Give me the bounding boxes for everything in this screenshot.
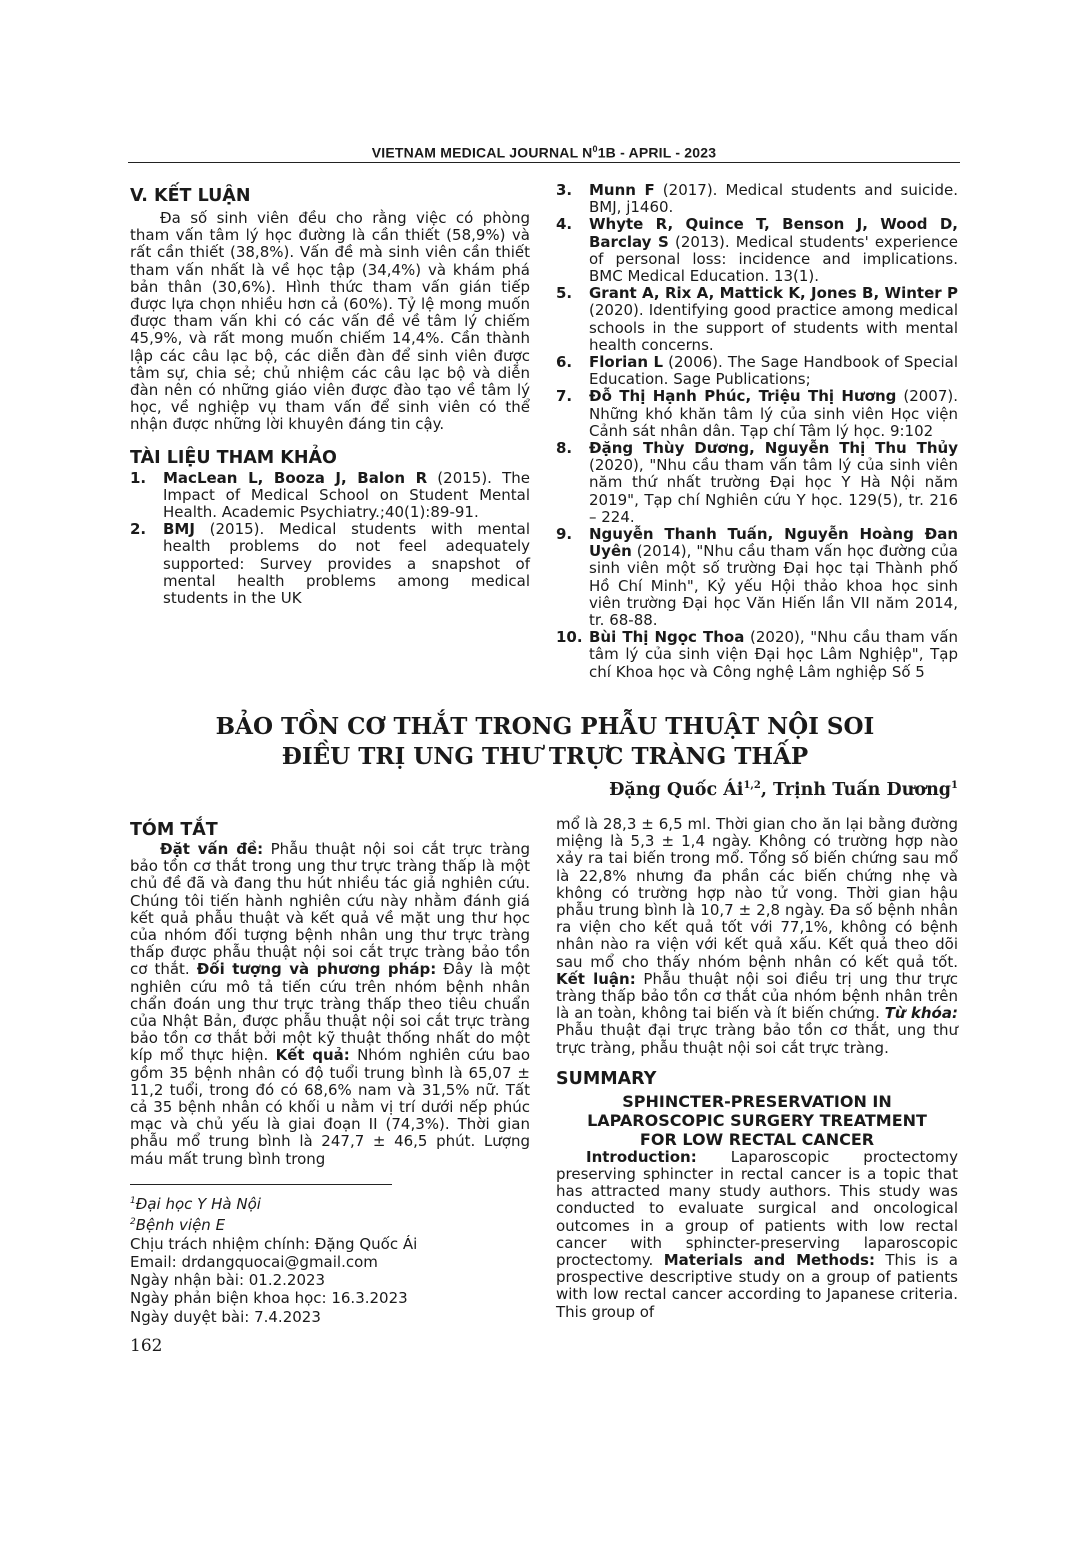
reference-number: 1. — [130, 468, 147, 487]
corresponding-email: Email: drdangquocai@gmail.com — [130, 1252, 378, 1271]
reference-item — [556, 629, 958, 681]
reference-list-left — [130, 470, 530, 608]
reference-number: 4. — [556, 215, 573, 234]
abstract-label-conclusion: Kết luận: — [556, 969, 636, 988]
reference-authors: Munn F — [589, 181, 655, 199]
author-name: Đặng Quốc Ái — [609, 780, 744, 800]
conclusion-paragraph: Đa số sinh viên đều cho rằng việc có phòng tham vấn tâm lý học đường là cần thiết (58,9%) và rất cần thiết (38,8%). Vấn đề mà sinh viên cần thiết tham vấn nhất là về học tập (34,4%) và khám phá bản thân (30,6%). Hình thức tham vấn gián tiếp được lựa chọn nhiều hơn cả (60%). Tỷ lệ mong muốn được tham vấn khi có các vấn đề về tâm lý chiếm 45,9%, và rất mong muốn chiếm 14,4%. Cần thành lập các câu lạc bộ, các diễn đàn để sinh viên được tâm sự, chia sẻ; chủ nhiệm các câu lạc bộ và diễn đàn nên có những giáo viên được đào tạo về tâm lý học, về nghiệp vụ tham vấn để sinh viên có thể nhận được những lời khuyên đáng tin cậy. — [130, 209, 530, 434]
reference-item — [556, 216, 958, 285]
summary-introduction: Laparoscopic proctectomy preserving sphincter in rectal cancer is a topic that has attracted many study authors. This study was conducted to evaluate surgical and oncological outcomes in a group of patients with low rectal cancer with sphincter-preserving laparoscopic proctectomy. — [556, 1147, 958, 1270]
reference-authors: MacLean L, Booza J, Balon R — [163, 468, 428, 487]
reference-authors: Whyte R, Quince T, Benson J, Wood D, Barclay S — [589, 215, 958, 251]
article-title-line-2: ĐIỀU TRỊ UNG THƯ TRỰC TRÀNG THẤP — [281, 743, 809, 770]
reference-details: (2015). Medical students with mental health problems do not feel adequately supported: Survey provides a snapshot of mental health problems among medical students in the UK — [163, 520, 530, 608]
reference-details: (2014), "Nhu cầu tham vấn học đường của sinh viên một số trường Đại học tại Thành phố Hồ Chí Minh", Kỷ yếu Hội thảo khoa học sinh viên trường Đại học Văn Hiến lần VII năm 2014, tr. 68-88. — [589, 542, 958, 630]
summary-heading: SUMMARY — [556, 1068, 657, 1089]
reference-number: 10. — [556, 628, 583, 647]
author-name: Trịnh Tuấn Dương — [773, 780, 952, 800]
reference-details: (2013). Medical students' experience of personal loss: incidence and implications. BMC Medical Education. 13(1). — [589, 232, 958, 286]
reference-authors: Grant A, Rix A, Mattick K, Jones B, Winter P — [589, 284, 958, 303]
reference-details: (2007). Những khó khăn tâm lý của sinh viên Học viện Cảnh sát nhân dân. Tạp chí Tâm lý học. 9:102 — [589, 387, 958, 440]
accepted-date: Ngày duyệt bài: 7.4.2023 — [130, 1307, 321, 1326]
summary-paragraph — [556, 1149, 958, 1321]
reference-authors: BMJ — [163, 520, 195, 539]
review-date: Ngày phản biện khoa học: 16.3.2023 — [130, 1289, 408, 1308]
reference-details: (2020), "Nhu cầu tham vấn tâm lý của sinh viện Đại học Lâm Nghiệp", Tạp chí Khoa học và Công nghệ Lâm nghiệp Số 5 — [589, 628, 958, 681]
reference-details: (2006). The Sage Handbook of Special Education. Sage Publications; — [589, 353, 958, 389]
summary-title-line-1: SPHINCTER-PRESERVATION IN — [622, 1091, 892, 1111]
abstract-heading: TÓM TẮT — [130, 820, 218, 840]
affiliation-text: Bệnh viện E — [135, 1216, 226, 1235]
abstract-keywords: Phẫu thuật đại trực tràng bảo tồn cơ thắt, ung thư trực tràng, phẫu thuật nội soi cắt trực tràng. — [556, 1021, 958, 1057]
article-authors — [609, 780, 958, 800]
reference-item — [130, 470, 530, 522]
reference-authors: Đặng Thùy Dương, Nguyễn Thị Thu Thủy — [589, 439, 958, 458]
reference-number: 9. — [556, 525, 573, 544]
reference-details: (2015). The Impact of Medical School on Student Mental Health. Academic Psychiatry.;40(1):89-91. — [163, 468, 530, 522]
corresponding-author: Chịu trách nhiệm chính: Đặng Quốc Ái — [130, 1234, 418, 1253]
affiliation-1 — [130, 1192, 530, 1213]
reference-number: 6. — [556, 353, 573, 372]
conclusion-heading: V. KẾT LUẬN — [130, 186, 251, 206]
reference-authors: Đỗ Thị Hạnh Phúc, Triệu Thị Hương — [589, 387, 897, 406]
abstract-paragraph — [130, 841, 530, 1168]
reference-authors: Bùi Thị Ngọc Thoa — [589, 628, 745, 647]
summary-label-introduction: Introduction: — [586, 1147, 697, 1166]
reference-item — [556, 440, 958, 526]
affiliation-2 — [130, 1213, 530, 1234]
reference-number: 7. — [556, 387, 573, 406]
footnotes — [130, 1192, 530, 1326]
abstract-methods: Đây là một nghiên cứu mô tả tiến cứu trên nhóm bệnh nhân chẩn đoán ung thư trực tràng thấp theo tiêu chuẩn của Nhật Bản, được phẫu thuật nội soi cắt trực tràng bảo tồn cơ thắt bởi một kỹ thuật thống nhất do một kíp mổ thực hiện. — [130, 960, 531, 1065]
reference-details: (2017). Medical students and suicide. BMJ, j1460. — [589, 181, 958, 217]
abstract-label-methods: Đối tượng và phương pháp: — [196, 960, 437, 979]
reference-details: (2020). Identifying good practice among medical schools in the support of students with mental health concerns. — [589, 301, 958, 354]
summary-label-methods: Materials and Methods: — [663, 1251, 875, 1270]
summary-title — [556, 1092, 958, 1149]
abstract-label-results: Kết quả: — [275, 1046, 350, 1065]
abstract-label-background: Đặt vấn đề: — [160, 840, 264, 858]
article-title-line-1: BẢO TỒN CƠ THẮT TRONG PHẪU THUẬT NỘI SOI — [215, 713, 875, 740]
left-column-top — [130, 186, 530, 607]
affiliation-sup: 1 — [130, 1196, 136, 1206]
abstract-results: Nhóm nghiên cứu bao gồm 35 bệnh nhân có độ tuổi trung bình là 65,07 ± 11,2 tuổi, trong đó có 68,6% nam và 31,5% nữ. Tất cả 35 bệnh nhân có khối u nằm vị trí dưới nếp phúc mạc và chủ yếu là giai đoạn II (74,3%). Thời gian phẫu mổ trung bình là 247,7 ± 46,5 phút. Lượng máu mất trung bình trong — [130, 1046, 530, 1168]
abstract-background: Phẫu thuật nội soi cắt trực tràng bảo tồn cơ thắt trong ung thư trực tràng thấp là một chủ đề đã và đang thu hút nhiều tác giả nghiên cứu. Chúng tôi tiến hành nghiên cứu này nhằm đánh giá kết quả phẫu thuật và kết quả về mặt ung thư học của nhóm đối tượng bệnh nhân ung thư trực tràng thấp được phẫu thuật nội soi cắt trực tràng bảo tồn cơ thắt. — [130, 840, 530, 979]
right-column-abstract — [556, 816, 958, 1321]
author-affiliation-sup: 1 — [951, 780, 958, 792]
reference-item — [556, 354, 958, 388]
reference-number: 8. — [556, 439, 573, 458]
abstract-continuation — [556, 816, 958, 1057]
article-title — [130, 712, 960, 772]
reference-authors: Florian L — [589, 353, 664, 372]
summary-methods: This is a prospective descriptive study on a group of patients with low rectal cancer according to Japanese criteria. This group of — [556, 1251, 958, 1321]
affiliation-sup: 2 — [130, 1217, 136, 1228]
header-rule — [128, 162, 960, 163]
reference-item — [130, 521, 530, 607]
footnote-rule — [130, 1184, 392, 1185]
reference-number: 5. — [556, 284, 573, 303]
reference-item — [556, 388, 958, 440]
summary-title-line-3: FOR LOW RECTAL CANCER — [639, 1129, 875, 1149]
reference-details: (2020), "Nhu cầu tham vấn tâm lý của sinh viên năm thứ nhất trường Đại học Y Hà Nội năm 2019", Tạp chí Nghiên cứu Y học. 129(5), tr. 216 – 224. — [589, 456, 958, 526]
reference-item — [556, 526, 958, 629]
reference-list-right — [556, 182, 958, 681]
author-separator: , — [760, 780, 774, 800]
references-heading: TÀI LIỆU THAM KHẢO — [130, 447, 337, 468]
reference-item — [556, 285, 958, 354]
abstract-conclusion: Phẫu thuật nội soi điều trị ung thư trực tràng thấp bảo tồn cơ thắt của nhóm bệnh nhân trên là an toàn, không tai biến và ít biến chứng. — [556, 969, 959, 1023]
received-date: Ngày nhận bài: 01.2.2023 — [130, 1271, 326, 1290]
right-column-top — [556, 182, 958, 681]
journal-name: VIETNAM MEDICAL JOURNAL N — [371, 144, 593, 161]
page-number: 162 — [130, 1336, 163, 1356]
reference-authors: Nguyễn Thanh Tuấn, Nguyễn Hoàng Đan Uyên — [589, 525, 958, 561]
affiliation-text: Đại học Y Hà Nội — [135, 1195, 261, 1213]
left-column-abstract — [130, 820, 530, 1168]
issue-superscript: 0 — [592, 144, 598, 154]
reference-item — [556, 182, 958, 216]
summary-title-line-2: LAPAROSCOPIC SURGERY TREATMENT — [587, 1110, 927, 1130]
abstract-results-continued: mổ là 28,3 ± 6,5 ml. Thời gian cho ăn lại bằng đường miệng là 5,3 ± 1,4 ngày. Không có trường hợp nào xảy ra tai biến trong mổ. Tổng số biến chứng sau mổ là 22,8% nhưng đa phần các biến chứng nhẹ và không có trường hợp nào tử vong. Thời gian hậu phẫu trung bình là 10,7 ± 2,8 ngày. Đa số bệnh nhân ra viện cho kết quả tốt với 77,1%, không có bệnh nhân nào ra viện với kết quả xấu. Kết quả theo dõi sau mổ cho thấy nhóm bệnh nhân có kết quả tốt. — [556, 815, 958, 971]
running-header — [128, 144, 960, 161]
reference-number: 3. — [556, 181, 573, 199]
journal-issue: 1B - APRIL - 2023 — [597, 144, 717, 161]
author-affiliation-sup: 1,2 — [743, 780, 761, 792]
reference-number: 2. — [130, 520, 147, 539]
abstract-label-keywords: Từ khóa: — [884, 1004, 958, 1023]
